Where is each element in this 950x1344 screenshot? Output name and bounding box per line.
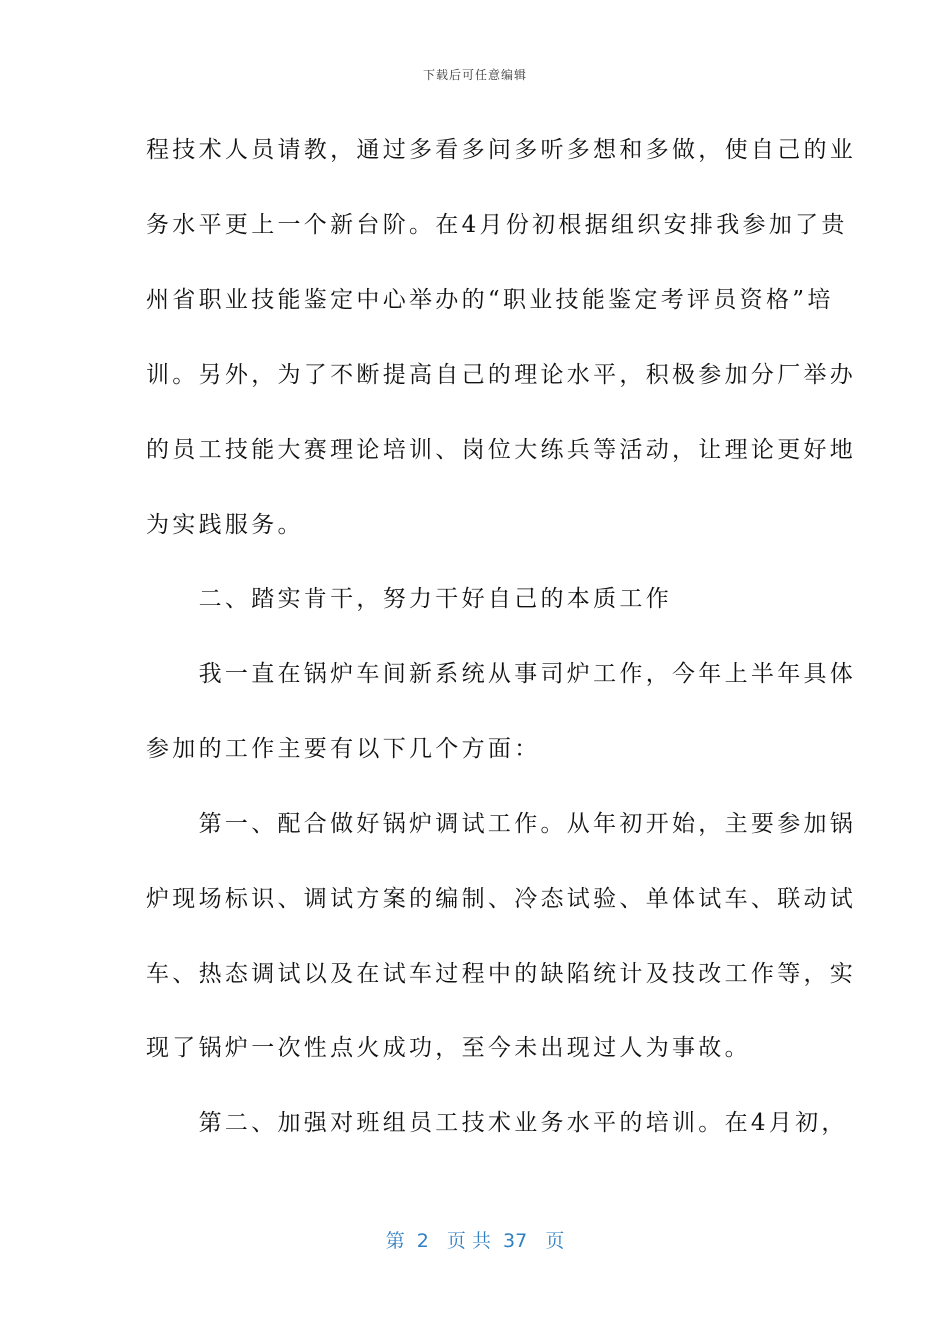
text-line: 现了锅炉一次性点火成功，至今未出现过人为事故。 [146,1035,751,1061]
text-line: 参加的工作主要有以下几个方面： [146,736,541,762]
text-line: 务水平更上一个新台阶。在4月份初根据组织安排我参加了贵 [146,212,848,238]
text-line: 第二、加强对班组员工技术业务水平的培训。在4月初， [146,1110,848,1136]
text-line: 程技术人员请教，通过多看多问多听多想和多做，使自己的业 [146,137,857,163]
text-line: 第一、配合做好锅炉调试工作。从年初开始，主要参加锅 [146,811,857,837]
section-heading: 二、踏实肯干，努力干好自己的本质工作 [146,586,672,612]
text-line: 训。另外，为了不断提高自己的理论水平，积极参加分厂举办 [146,362,857,388]
page-number-footer: 第 2 页 共 37 页 [385,1230,565,1252]
text-line: 炉现场标识、调试方案的编制、冷态试验、单体试车、联动试 [146,886,857,912]
text-line: 州省职业技能鉴定中心举办的“职业技能鉴定考评员资格”培 [146,287,834,313]
text-line: 的员工技能大赛理论培训、岗位大练兵等活动，让理论更好地 [146,437,857,463]
text-line: 为实践服务。 [146,512,304,538]
header-note: 下载后可任意编辑 [422,68,527,82]
text-line: 车、热态调试以及在试车过程中的缺陷统计及技改工作等，实 [146,961,857,987]
text-line: 我一直在锅炉车间新系统从事司炉工作，今年上半年具体 [146,661,857,687]
